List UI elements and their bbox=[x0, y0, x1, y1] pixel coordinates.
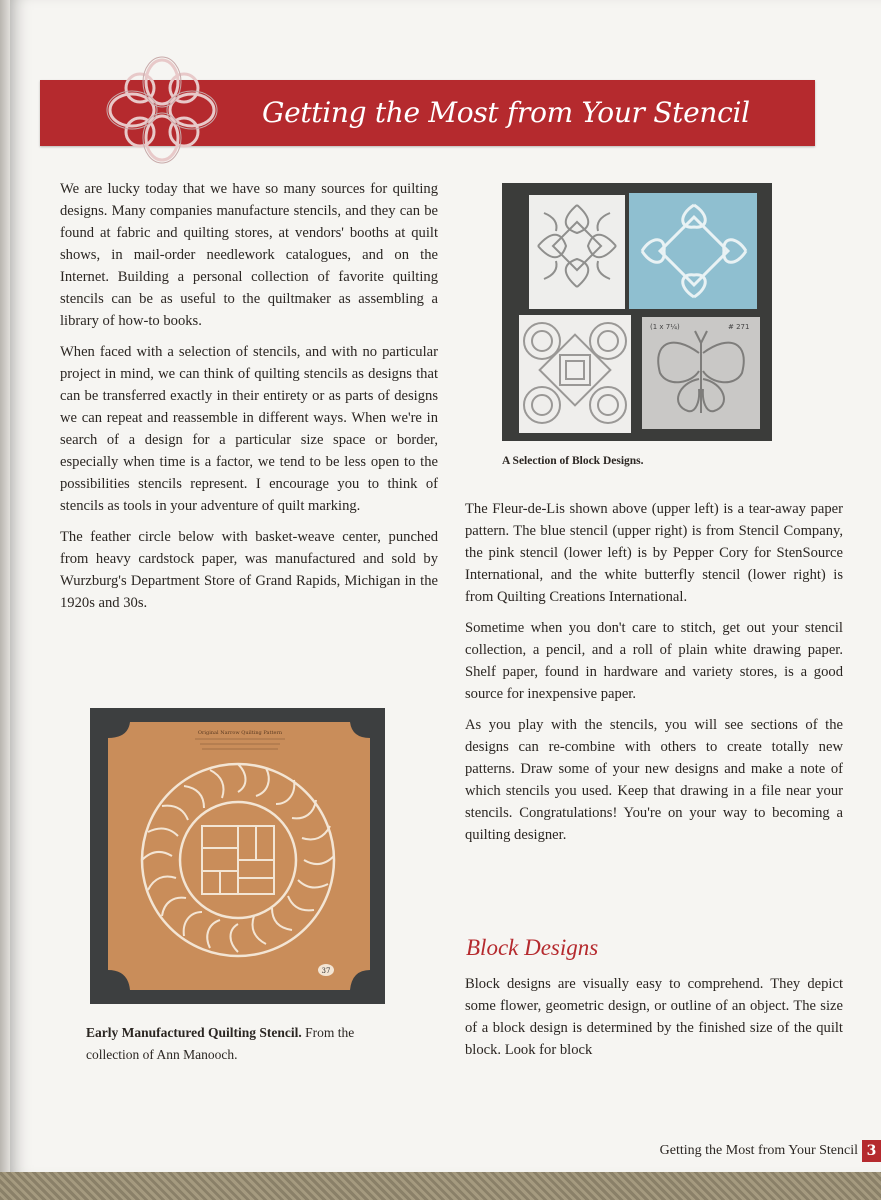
figure-caption bbox=[86, 1022, 406, 1066]
paragraph: Sometime when you don't care to stitch, get out your stencil collection, a pencil, and a roll of plain white drawing paper. Shelf paper, found in hardware and variety stores, is a good source for inexpensive paper. bbox=[465, 620, 843, 702]
paragraph: We are lucky today that we have so many sources for quilting designs. Many companies manufacture stencils, and they can be found at fabric and quilting stores, at vendors' booths at quilt shows, in mail-order needlework catalogues, and on the Internet. Building a personal collection of favorite quilting stencils can be as useful to the quiltmaker as assembling a library of how-to books. bbox=[60, 181, 438, 329]
paragraph: The feather circle below with basket-weave center, punched from heavy cardstock paper, was manufactured and sold by Wurzburg's Department Store of Grand Rapids, Michigan in the 1920s and 30s. bbox=[60, 529, 438, 611]
right-column bbox=[465, 498, 843, 855]
block-designs-photo bbox=[502, 183, 772, 441]
section-heading: Block Designs bbox=[466, 935, 599, 960]
stencil-number-label: # 271 bbox=[728, 323, 750, 331]
caption-rest: From the collection of Ann Manooch. bbox=[86, 1025, 355, 1062]
butterfly-stencil bbox=[642, 317, 760, 429]
left-column bbox=[60, 178, 438, 623]
feather-stencil-photo bbox=[90, 708, 385, 1004]
page-title: Getting the Most from Your Stencil bbox=[262, 96, 750, 129]
card-number: 37 bbox=[321, 967, 331, 975]
paragraph: As you play with the stencils, you will see sections of the designs can re-combine with others to create totally new patterns. Draw some of your new designs and make a note of which stencils you used. Keep that drawing in a file near your stencils. Congratulations! You're on your way to becoming a quilting designer. bbox=[465, 717, 843, 843]
running-footer: Getting the Most from Your Stencil bbox=[659, 1143, 858, 1158]
geometric-stencil bbox=[519, 315, 631, 433]
fleur-de-lis-pattern bbox=[529, 195, 625, 309]
paragraph: When faced with a selection of stencils, and with no particular project in mind, we can think of quilting stencils as designs that can be transferred exactly in their entirety or as parts of designs we can repeat and reassemble in different ways. When we're in search of a design for a particular size space or border, especially when time is a factor, we tend to be less open to the possibilities stencils represent. I encourage you to think of stencils as tools in your adventure of quilt marking. bbox=[60, 344, 438, 514]
card-title: Original Narrow Quilting Pattern bbox=[197, 730, 283, 736]
blue-stencil bbox=[629, 193, 757, 309]
celtic-knot-icon bbox=[104, 56, 220, 164]
stencil-size-label: (1 x 7¼) bbox=[650, 323, 680, 331]
section-text: Block designs are visually easy to comprehend. They depict some flower, geometric design, or outline of an object. The size of a block design is determined by the finished size of the quilt block. Look for block bbox=[465, 976, 843, 1058]
figure-caption: A Selection of Block Designs. bbox=[502, 455, 644, 467]
table-surface bbox=[0, 1172, 881, 1200]
caption-bold: Early Manufactured Quilting Stencil. bbox=[86, 1025, 302, 1040]
page-number: 3 bbox=[862, 1140, 881, 1162]
paragraph: The Fleur-de-Lis shown above (upper left) is a tear-away paper pattern. The blue stencil (upper right) is from Stencil Company, the pink stencil (lower left) is by Pepper Cory for StenSource International, and the white butterfly stencil (lower right) is from Quilting Creations International. bbox=[465, 501, 843, 605]
